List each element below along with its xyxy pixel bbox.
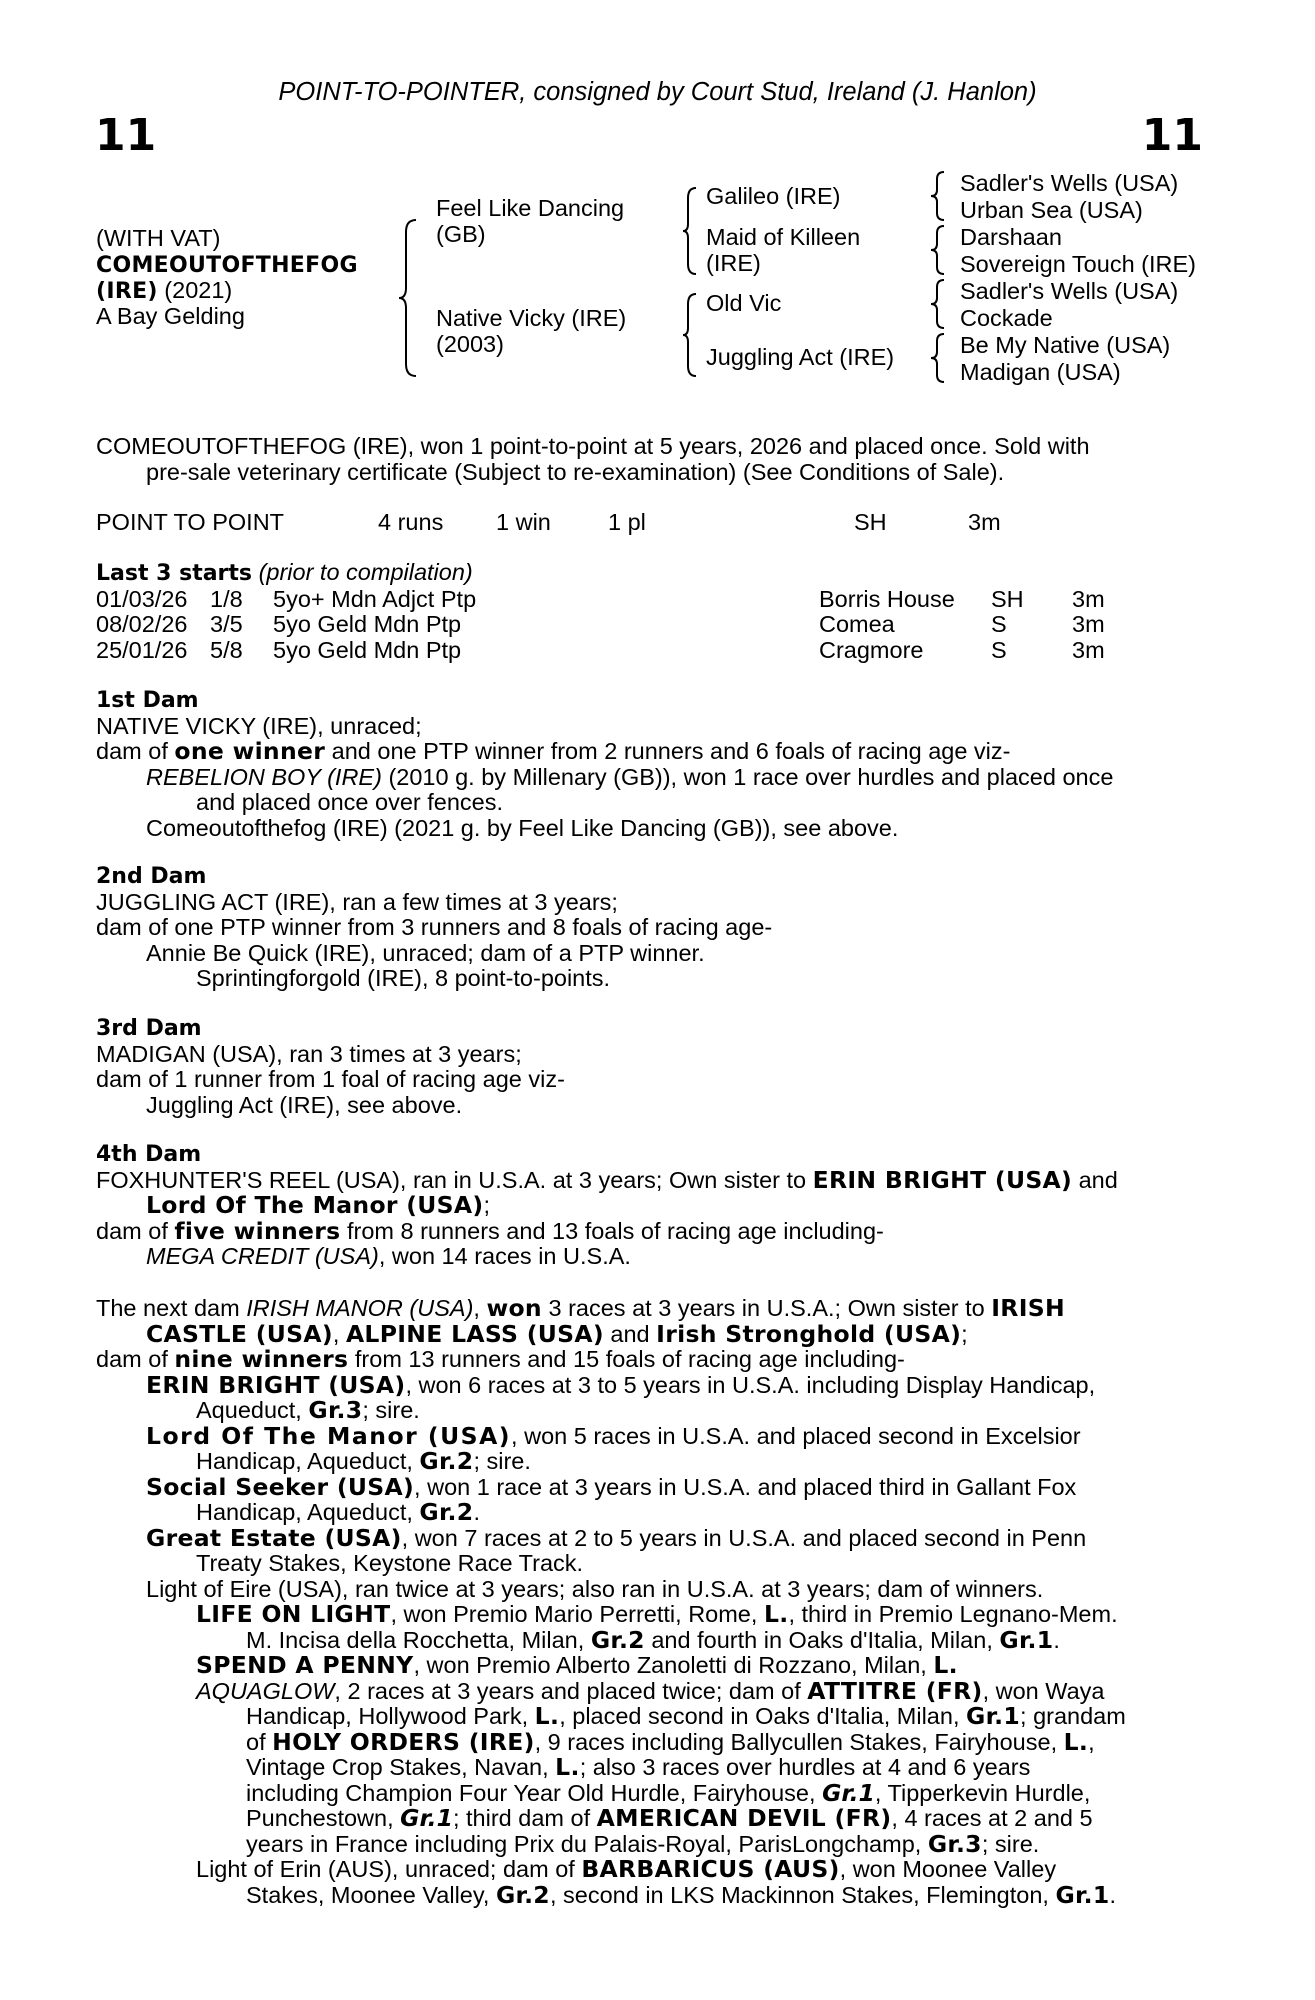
grade-text: Gr.2 xyxy=(590,1625,645,1654)
text: , won 14 races in U.S.A. xyxy=(378,1243,631,1269)
text: , won Premio Alberto Zanoletti di Rozzano, Milan, xyxy=(413,1652,934,1678)
text: . xyxy=(1109,1881,1117,1908)
start-going: SH xyxy=(991,585,1024,612)
fourth-dam-section xyxy=(96,1142,1198,1270)
lot-number-left: 11 xyxy=(95,110,157,161)
second-dam-line-2: dam of one PTP winner from 3 runners and 8 foals of racing age- xyxy=(96,914,773,940)
grade-text: Gr.1 xyxy=(999,1625,1054,1654)
progeny-lord-of-the-manor xyxy=(96,1421,1198,1475)
pedigree-sire-sire: Galileo (IRE) xyxy=(706,183,841,209)
italic-text: IRISH MANOR (USA) xyxy=(246,1295,474,1321)
text: ; sire. xyxy=(981,1830,1040,1857)
progeny-spend-a-penny xyxy=(96,1653,1198,1679)
start-race: 5yo Geld Mdn Ptp xyxy=(273,636,462,663)
start-pos: 5/8 xyxy=(210,636,243,663)
pedigree-brace-sire xyxy=(682,186,702,276)
grade-text: Gr.1 xyxy=(822,1778,875,1807)
progeny-line xyxy=(196,1602,1198,1628)
gen3-7: Be My Native (USA) xyxy=(960,332,1171,358)
progeny-line xyxy=(146,1449,1198,1475)
text: (2010 g. by Millenary (GB)), won 1 race over hurdles and placed once xyxy=(381,763,1114,790)
first-dam-line-4: and placed once over fences. xyxy=(196,789,504,815)
start-dist: 3m xyxy=(1072,611,1105,637)
text: , 4 races at 2 and 5 xyxy=(891,1805,1093,1831)
progeny-line xyxy=(146,1421,1198,1450)
text: 3 races at 3 years in U.S.A.; Own sister to xyxy=(541,1295,992,1321)
pedigree-sire-dam xyxy=(706,225,860,276)
progeny-social-seeker xyxy=(96,1472,1198,1526)
text: , xyxy=(473,1295,487,1321)
text: . xyxy=(1053,1626,1060,1653)
grade-text: Gr.2 xyxy=(419,1447,474,1475)
text: , won 7 races at 2 to 5 years in U.S.A. and placed second in Penn xyxy=(401,1524,1087,1551)
text: , won Premio Mario Perretti, Rome, xyxy=(390,1601,764,1627)
text: , Tipperkevin Hurdle, xyxy=(874,1779,1091,1806)
first-dam-line-2 xyxy=(96,739,1198,765)
pedigree-gen3 xyxy=(960,170,1196,386)
text: years in France including Prix du Palais-Royal, ParisLongchamp, xyxy=(246,1830,928,1857)
text: ; third dam of xyxy=(452,1805,597,1831)
progeny-line xyxy=(146,1398,1198,1424)
second-dam-section xyxy=(96,864,1198,992)
third-dam-line-3: Juggling Act (IRE), see above. xyxy=(146,1091,463,1118)
last-starts xyxy=(96,560,1198,665)
progeny-light-of-eire: Light of Eire (USA), ran twice at 3 years; also ran in U.S.A. at 3 years; dam of winners. xyxy=(146,1575,1044,1602)
bold-text: one winner xyxy=(174,737,326,765)
text: and one PTP winner from 2 runners and 6 foals of racing age viz- xyxy=(325,738,1011,764)
grade-text: L. xyxy=(933,1651,958,1679)
pedigree-brace-dam xyxy=(682,292,702,378)
horse-year: (2021) xyxy=(164,277,233,303)
third-dam-line-2: dam of 1 runner from 1 foal of racing age viz- xyxy=(96,1066,565,1092)
last-starts-table xyxy=(96,587,1198,665)
dam-name: Native Vicky (IRE) xyxy=(436,305,627,331)
start-going: S xyxy=(991,636,1007,663)
progeny-line xyxy=(196,1857,1198,1883)
text: Vintage Crop Stakes, Navan, xyxy=(246,1754,556,1780)
progeny-life-on-light xyxy=(96,1602,1198,1653)
second-dam-line-4: Sprintingforgold (IRE), 8 point-to-points. xyxy=(196,965,611,991)
pedigree-sire xyxy=(436,196,624,247)
pedigree-brace-g3-1 xyxy=(930,170,950,222)
text: Aqueduct, xyxy=(196,1397,309,1423)
grade-text: Gr.3 xyxy=(308,1396,363,1424)
bold-text: won xyxy=(486,1294,542,1322)
grade-text: Gr.1 xyxy=(966,1702,1021,1730)
bold-text: Lord Of The Manor (USA) xyxy=(146,1191,484,1219)
fourth-dam-line-2 xyxy=(96,1193,1198,1219)
sire-dam-name: Maid of Killeen xyxy=(706,224,861,250)
start-pos: 1/8 xyxy=(210,585,243,612)
second-dam-title: 2nd Dam xyxy=(96,864,207,889)
horse-country-year xyxy=(96,278,232,305)
progeny-line xyxy=(196,1755,1198,1781)
progeny-line xyxy=(196,1829,1198,1858)
text: including Champion Four Year Old Hurdle, Fairyhouse, xyxy=(246,1779,823,1806)
bold-text: ERIN BRIGHT (USA) xyxy=(146,1370,406,1399)
bold-text: Lord Of The Manor (USA) xyxy=(146,1421,512,1450)
italic-text: MEGA CREDIT (USA) xyxy=(146,1243,379,1269)
sire-dam-country: (IRE) xyxy=(706,249,761,276)
progeny-line xyxy=(196,1727,1198,1756)
horse-country: (IRE) xyxy=(96,279,158,304)
start-date: 25/01/26 xyxy=(96,636,188,663)
progeny-line xyxy=(146,1370,1198,1399)
text: , third in Premio Legnano-Mem. xyxy=(788,1601,1118,1627)
progeny-line xyxy=(196,1676,1198,1705)
record-wins: 1 win xyxy=(496,509,551,535)
progeny-line xyxy=(146,1472,1198,1501)
text: , 2 races at 3 years and placed twice; dam of xyxy=(334,1677,808,1704)
fourth-dam-line-4 xyxy=(96,1244,1198,1270)
first-dam-line-1: NATIVE VICKY (IRE), unraced; xyxy=(96,712,422,739)
consignment-header: POINT-TO-POINTER, consigned by Court Stud, Ireland (J. Hanlon) xyxy=(278,78,1037,106)
text: dam of xyxy=(96,738,175,764)
start-row xyxy=(96,612,1198,637)
grade-text: L. xyxy=(763,1600,789,1628)
progeny-erin-bright xyxy=(96,1370,1198,1424)
grade-text: Gr.1 xyxy=(1055,1880,1110,1909)
text: , xyxy=(332,1320,346,1347)
text: from 13 runners and 15 foals of racing age including- xyxy=(348,1346,905,1372)
bold-text: SPEND A PENNY xyxy=(196,1651,414,1679)
text: Handicap, Aqueduct, xyxy=(196,1448,420,1474)
sire-country: (GB) xyxy=(436,220,486,247)
summary-line-2: pre-sale veterinary certificate (Subject to re-examination) (See Conditions of Sale). xyxy=(146,458,1005,485)
record-distance: 3m xyxy=(968,509,1001,535)
progeny-line xyxy=(196,1778,1198,1807)
summary xyxy=(96,434,1198,485)
bold-text: Irish Stronghold (USA) xyxy=(656,1319,962,1348)
start-row xyxy=(96,587,1198,612)
first-dam-section xyxy=(96,688,1198,841)
italic-text: AQUAGLOW xyxy=(196,1677,335,1704)
horse-description: A Bay Gelding xyxy=(96,303,245,329)
text: dam of xyxy=(96,1346,175,1372)
text: , 9 races including Ballycullen Stakes, Fairyhouse, xyxy=(534,1728,1064,1755)
record-going: SH xyxy=(854,509,887,535)
text: ; sire. xyxy=(362,1397,420,1423)
third-dam-title: 3rd Dam xyxy=(96,1016,202,1041)
next-dam-line-3 xyxy=(96,1347,1198,1373)
gen3-1: Sadler's Wells (USA) xyxy=(960,170,1179,196)
progeny-line xyxy=(146,1500,1198,1526)
start-going: S xyxy=(991,611,1007,637)
grade-text: Gr.1 xyxy=(400,1804,453,1832)
fourth-dam-line-1 xyxy=(96,1165,1198,1194)
pedigree-brace-g3-4 xyxy=(930,332,950,384)
pedigree-dam xyxy=(436,306,626,357)
start-pos: 3/5 xyxy=(210,611,243,637)
text: Handicap, Hollywood Park, xyxy=(246,1703,535,1729)
horse-name-text: COMEOUTOFTHEFOG xyxy=(96,253,358,278)
text: and fourth in Oaks d'Italia, Milan, xyxy=(644,1626,1000,1653)
text: , won 5 races in U.S.A. and placed second in Excelsior xyxy=(511,1422,1081,1449)
text: , second in LKS Mackinnon Stakes, Flemington, xyxy=(549,1881,1056,1908)
italic-text: REBELION BOY (IRE) xyxy=(146,763,382,790)
last-starts-title: Last 3 starts xyxy=(96,561,253,586)
text: and xyxy=(603,1320,657,1347)
record-label: POINT TO POINT xyxy=(96,509,285,535)
third-dam-section xyxy=(96,1016,1198,1118)
grade-text: L. xyxy=(1063,1727,1089,1756)
progeny-line xyxy=(146,1523,1198,1552)
text: ; also 3 races over hurdles at 4 and 6 years xyxy=(579,1754,1031,1780)
text: , won Moonee Valley xyxy=(839,1856,1057,1882)
bold-text: five winners xyxy=(174,1216,341,1245)
text: The next dam xyxy=(96,1295,247,1321)
gen3-5: Sadler's Wells (USA) xyxy=(960,278,1179,304)
third-dam-line-1: MADIGAN (USA), ran 3 times at 3 years; xyxy=(96,1040,522,1067)
start-date: 01/03/26 xyxy=(96,585,188,612)
start-dist: 3m xyxy=(1072,585,1105,612)
start-row xyxy=(96,638,1198,663)
bold-text: nine winners xyxy=(174,1345,349,1373)
lot-number-right: 11 xyxy=(1141,110,1203,161)
progeny-line xyxy=(196,1704,1198,1730)
grade-text: L. xyxy=(555,1753,580,1781)
race-record xyxy=(96,510,1198,536)
start-dist: 3m xyxy=(1072,636,1105,663)
gen3-3: Darshaan xyxy=(960,224,1062,250)
bold-text: HOLY ORDERS (IRE) xyxy=(272,1727,535,1756)
start-race: 5yo+ Mdn Adjct Ptp xyxy=(273,585,477,612)
progeny-aquaglow xyxy=(96,1676,1198,1858)
next-dam-section xyxy=(96,1296,1198,1908)
progeny-light-of-erin xyxy=(96,1857,1198,1908)
last-starts-note: (prior to compilation) xyxy=(258,559,473,585)
second-dam-line-3: Annie Be Quick (IRE), unraced; dam of a PTP winner. xyxy=(146,939,705,966)
text: M. Incisa della Rocchetta, Milan, xyxy=(246,1626,591,1653)
first-dam-line-3 xyxy=(96,765,1198,791)
text: ; grandam xyxy=(1020,1703,1126,1729)
bold-text: ALPINE LASS (USA) xyxy=(345,1319,604,1348)
pedigree-dam-sire: Old Vic xyxy=(706,290,782,316)
text: Light of Erin (AUS), unraced; dam of xyxy=(196,1856,582,1882)
fourth-dam-line-3 xyxy=(96,1216,1198,1245)
record-runs: 4 runs xyxy=(378,509,444,535)
gen3-2: Urban Sea (USA) xyxy=(960,197,1143,223)
next-dam-line-2 xyxy=(96,1319,1198,1348)
gen3-8: Madigan (USA) xyxy=(960,359,1121,385)
next-dam-line-1 xyxy=(96,1296,1198,1322)
text: ; xyxy=(483,1192,490,1218)
grade-text: L. xyxy=(534,1702,560,1730)
vat-label: (WITH VAT) xyxy=(96,225,221,251)
text: of xyxy=(246,1728,273,1755)
grade-text: Gr.2 xyxy=(495,1880,550,1909)
text: . xyxy=(473,1499,480,1525)
first-dam-line-5: Comeoutofthefog (IRE) (2021 g. by Feel Like Dancing (GB)), see above. xyxy=(146,814,899,841)
pedigree-brace-g3-2 xyxy=(930,224,950,276)
text: ; sire. xyxy=(473,1448,531,1474)
bold-text: BARBARICUS (AUS) xyxy=(581,1855,840,1883)
text: from 8 runners and 13 foals of racing age including- xyxy=(340,1217,884,1244)
start-race: 5yo Geld Mdn Ptp xyxy=(273,611,462,637)
horse-name xyxy=(96,252,358,279)
text: Stakes, Moonee Valley, xyxy=(246,1881,496,1908)
progeny-line xyxy=(196,1625,1198,1654)
gen3-4: Sovereign Touch (IRE) xyxy=(960,251,1196,277)
start-course: Borris House xyxy=(819,585,955,612)
bold-text: Social Seeker (USA) xyxy=(146,1472,415,1501)
start-course: Cragmore xyxy=(819,636,924,663)
text: Punchestown, xyxy=(246,1805,401,1831)
text: , won 1 race at 3 years in U.S.A. and placed third in Gallant Fox xyxy=(414,1473,1077,1500)
record-placed: 1 pl xyxy=(608,509,646,535)
text: , xyxy=(1088,1728,1095,1755)
text: , won 6 races at 3 to 5 years in U.S.A. including Display Handicap, xyxy=(405,1371,1096,1398)
progeny-line xyxy=(196,1880,1198,1909)
bold-text: CASTLE (USA) xyxy=(146,1319,333,1348)
bold-text: Great Estate (USA) xyxy=(146,1523,402,1552)
text: and xyxy=(1072,1166,1118,1193)
fourth-dam-title: 4th Dam xyxy=(96,1142,202,1167)
bold-text: IRISH xyxy=(991,1294,1065,1322)
progeny-line xyxy=(196,1806,1198,1832)
start-date: 08/02/26 xyxy=(96,611,188,637)
pedigree-dam-dam: Juggling Act (IRE) xyxy=(706,344,895,370)
bold-text: LIFE ON LIGHT xyxy=(196,1600,391,1628)
pedigree-brace-g3-3 xyxy=(930,278,950,330)
first-dam-title: 1st Dam xyxy=(96,688,199,713)
text: Handicap, Aqueduct, xyxy=(196,1499,420,1525)
progeny-line: Treaty Stakes, Keystone Race Track. xyxy=(196,1550,584,1576)
bold-text: ERIN BRIGHT (USA) xyxy=(812,1165,1073,1194)
dam-year: (2003) xyxy=(436,330,504,357)
text: FOXHUNTER'S REEL (USA), ran in U.S.A. at 3 years; Own sister to xyxy=(96,1166,813,1193)
text: , placed second in Oaks d'Italia, Milan, xyxy=(559,1703,966,1729)
start-course: Comea xyxy=(819,611,895,637)
bold-text: AMERICAN DEVIL (FR) xyxy=(596,1804,892,1832)
second-dam-line-1: JUGGLING ACT (IRE), ran a few times at 3 years; xyxy=(96,888,618,915)
pedigree-brace-gen1 xyxy=(398,218,422,378)
summary-line-1: COMEOUTOFTHEFOG (IRE), won 1 point-to-point at 5 years, 2026 and placed once. Sold with xyxy=(96,433,1090,459)
text: dam of xyxy=(96,1217,175,1244)
grade-text: Gr.2 xyxy=(419,1498,474,1526)
gen3-6: Cockade xyxy=(960,305,1053,331)
text: , won Waya xyxy=(982,1677,1105,1704)
sire-name: Feel Like Dancing xyxy=(436,195,625,221)
grade-text: Gr.3 xyxy=(927,1829,982,1858)
progeny-great-estate xyxy=(96,1523,1198,1577)
text: ; xyxy=(961,1320,968,1347)
bold-text: ATTITRE (FR) xyxy=(807,1676,983,1705)
